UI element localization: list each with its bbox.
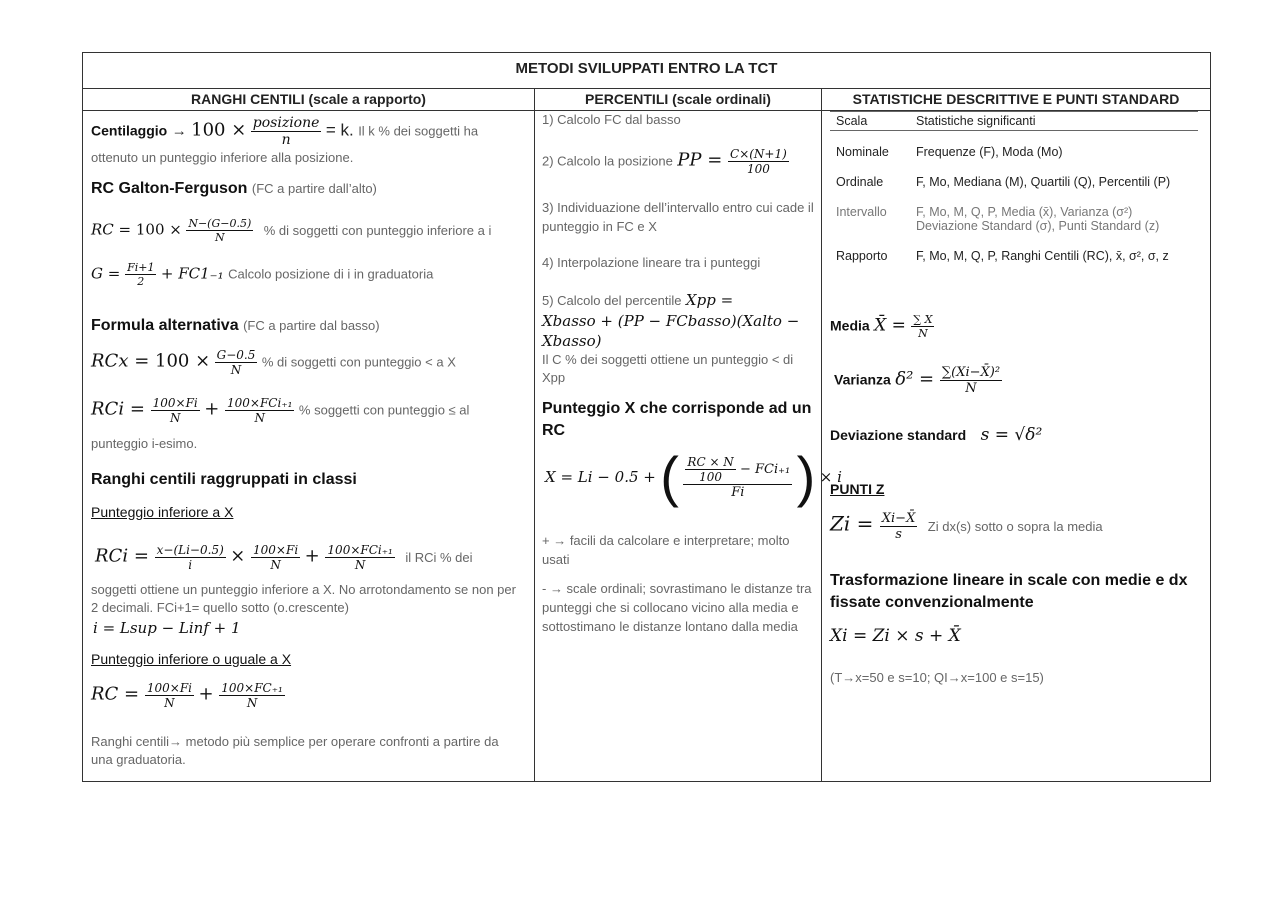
statistiche-table-header: Scala Statistiche significanti (830, 111, 1198, 131)
galton-ferguson-heading: RC Galton-Ferguson (FC a partire dall’alto) (91, 180, 377, 197)
column-statistiche (822, 111, 1210, 782)
header-statistiche: STATISTICHE DESCRITTIVE E PUNTI STANDARD (852, 91, 1180, 107)
step-5: 5) Calcolo del percentile Xpp = (542, 291, 734, 309)
rci-formula: RCi = $\frac{100\times Fi}{N}$ + $\frac{\text{100×FCi₊₁}}{N}$ % soggetti con punteggio ≤ al (91, 396, 470, 425)
rcx-formula: RCx = 100 × $\frac{G-0.5}{N}$ % di soggetti con punteggio < a X (91, 348, 456, 377)
step-4: 4) Interpolazione lineare tra i punteggi (542, 255, 761, 270)
rci-classi-formula: RCi = $\frac{x-(Li-0.5)}{i}$ × $\frac{100\times Fi}{N}$ + $\frac{\text{100×FCi₊₁}}{N}$ il RCi % dei (95, 543, 473, 572)
step-5-description: Il C % dei soggetti ottiene un punteggio < di Xpp (542, 352, 794, 385)
step-2: 2) Calcolo la posizione PP = $\frac{C\times(N+1)}{100}$ (542, 147, 787, 176)
table-row: Intervallo F, Mo, M, Q, P, Media (x̄), Varianza (σ²) Deviazione Standard (σ), Punti Standard (z) (836, 205, 1160, 233)
centilaggio-formula: Centilaggio → 100 × $\frac{\text{posizione}}{n}$ = k. Il k % dei soggetti ha (91, 115, 479, 148)
rc-uguale-formula: RC = $\frac{100\times Fi}{N}$ + $\frac{\text{100×FC₊₁}}{N}$ (91, 681, 283, 710)
xi-formula: Xi = Zi × s + X̄ (830, 626, 961, 646)
rc-galton-formula: RC = 100 × $\frac{N-(G-0.5)}{N}$ % di soggetti con punteggio inferiore a i (91, 217, 492, 244)
g-position-formula: G = $\frac{Fi+1}{2}$ + FC1₋₁ Calcolo posizione di i in graduatoria (91, 261, 434, 288)
classi-description: soggetti ottiene un punteggio inferiore a X. No arrotondamento se non per 2 decimali. FCi+1= quello sotto (o.crescente) (91, 582, 516, 615)
trasformazione-heading: Trasformazione lineare in scale con medie e dx fissate convenzionalmente (830, 572, 1188, 611)
media-formula: Media X̄ = $\frac{\sum X}{N}$ (830, 313, 933, 340)
punteggio-inferiore-uguale-heading: Punteggio inferiore o uguale a X (91, 651, 292, 667)
punteggio-x-heading: Punteggio X che corrisponde ad un RC (542, 400, 812, 439)
summary-table (82, 52, 1211, 782)
conventional-scales-note: (T→x=50 e s=10; QI→x=100 e s=15) (830, 670, 1044, 685)
statistiche-table (830, 111, 1198, 263)
rci-description: punteggio i-esimo. (91, 436, 198, 451)
varianza-formula: Varianza δ² = $\frac{\text{∑(Xi−X̄)²}}{N}$ (834, 365, 1001, 396)
header-ranghi-centili: RANGHI CENTILI (scale a rapporto) (83, 89, 535, 110)
table-row: Nominale Frequenze (F), Moda (Mo) (836, 145, 1063, 159)
x-formula: X = Li − 0.5 + ( $\frac{RC \times N}{100}$ − FCi₊₁ Fi ) × i (545, 445, 842, 508)
step-3: 3) Individuazione dell’intervallo entro cui cade il punteggio in FC e X (542, 200, 814, 234)
step-5-formula: Xbasso + (PP − FCbasso)(Xalto − Xbasso) (542, 312, 800, 350)
page-title: METODI SVILUPPATI ENTRO LA TCT (83, 53, 1210, 89)
column-headers (83, 89, 1210, 111)
step-1: 1) Calcolo FC dal basso (542, 112, 681, 127)
deviazione-formula: Deviazione standard s = √δ² (830, 425, 1043, 445)
table-row: Rapporto F, Mo, M, Q, P, Ranghi Centili (RC), x̄, σ², σ, z (836, 249, 1169, 263)
header-percentili: PERCENTILI (scale ordinali) (535, 89, 822, 110)
arrow-icon: → (171, 122, 187, 140)
pros-note: + → facili da calcolare e interpretare; molto usati (542, 533, 790, 567)
column-percentili (535, 111, 842, 782)
ranghi-centili-footer: Ranghi centili→ metodo più semplice per operare confronti a partire da una graduatoria. (91, 734, 499, 767)
punteggio-inferiore-heading: Punteggio inferiore a X (91, 504, 234, 520)
cons-note: - → scale ordinali; sovrastimano le distanze tra punteggi che si collocano vicino alla media e sottostimano le distanze lontano dalla media (542, 581, 812, 634)
i-formula: i = Lsup − Linf + 1 (93, 619, 241, 637)
punti-z-heading: PUNTI Z (830, 481, 885, 497)
classi-heading: Ranghi centili raggruppati in classi (91, 471, 357, 488)
column-ranghi-centili (83, 111, 535, 782)
centilaggio-description: ottenuto un punteggio inferiore alla posizione. (91, 150, 354, 165)
zi-formula: Zi = $\frac{Xi-X̄}{s}$ Zi dx(s) sotto o sopra la media (830, 511, 1103, 542)
formula-alternativa-heading: Formula alternativa (FC a partire dal basso) (91, 317, 380, 334)
table-row: Ordinale F, Mo, Mediana (M), Quartili (Q), Percentili (P) (836, 175, 1171, 189)
